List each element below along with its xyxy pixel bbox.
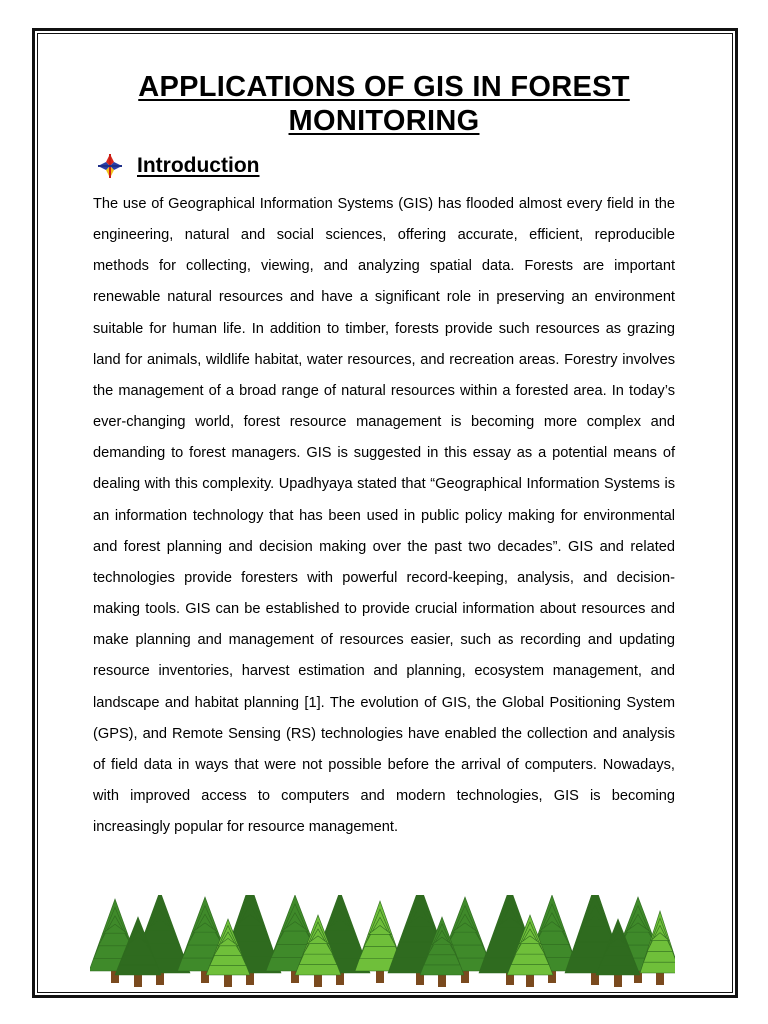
diamond-bullet-icon: [97, 153, 123, 179]
section-heading: [97, 152, 259, 180]
forest-trees-illustration: [90, 895, 675, 990]
section-heading-text: Introduction: [137, 154, 260, 177]
body-paragraph: The use of Geographical Information Systems (GIS) has flooded almost every field in the engineering, natural and social sciences, offering accurate, efficient, reproducible methods for collecting, viewing, and analyzing spatial data. Forests are important renewable natural resources and have a significant role in preserving an environment suitable for human life. In addition to timber, forests provide such resources as grazing land for animals, wildlife habitat, water resources, and recreation areas. Forestry involves the management of a broad range of natural resources within a forested area. In today’s ever-changing world, forest resource management is becoming more complex and demanding to forest managers. GIS is suggested in this essay as a potential means of dealing with this complexity. Upadhyaya stated that “Geographical Information Systems is an information technology that has been used in public policy making for environmental and forest planning and decision making over the past two decades”. GIS and related technologies provide foresters with powerful record-keeping, analysis, and decision-making tools. GIS can be established to provide crucial information about resources and make planning and management of resources easier, such as recording and updating resource inventories, harvest estimation and planning, ecosystem management, and landscape and habitat planning [1]. The evolution of GIS, the Global Positioning System (GPS), and Remote Sensing (RS) technologies have enabled the collection and analysis of field data in ways that were not possible before the arrival of computers. Nowadays, with improved access to computers and modern technologies, GIS is becoming increasingly popular for resource management.: [93, 196, 675, 836]
document-title: APPLICATIONS OF GIS IN FOREST MONITORING: [138, 71, 630, 137]
